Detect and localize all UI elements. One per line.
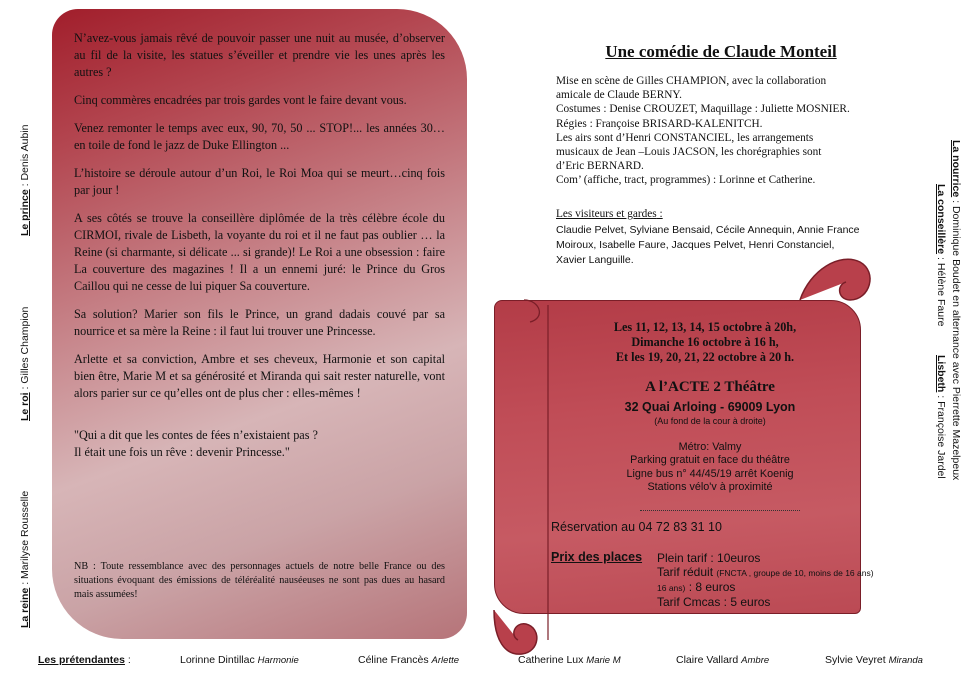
actor-name: Sylvie Veyret xyxy=(825,654,886,666)
synopsis-paragraph: A ses côtés se trouve la conseillère diplômée de la très célèbre école du CIRMOI, rivale de Lisbeth, la voyante du roi et il ne faut pas oublier … la Reine (si charmante, si délicate ... si grande)! Le Roi a une obsession : faire La couverture des magazines ! Il a un ennemi juré: le Prince du Gros Caillou qui ne cesse de lui piquer Sa couverture. xyxy=(74,211,445,293)
actor-name: Lorinne Dintillac xyxy=(180,654,255,666)
scroll-curl-bottom xyxy=(494,610,537,654)
pretendantes-heading: Les prétendantes xyxy=(38,654,125,666)
pretendante-item xyxy=(518,654,621,666)
credit-line: amicale de Claude BERNY. xyxy=(556,89,682,102)
visitors-heading: Les visiteurs et gardes : xyxy=(556,208,663,220)
role-label: Le prince xyxy=(19,189,31,236)
pretendante-item xyxy=(825,654,923,666)
price-cmcas: Tarif Cmcas : 5 euros xyxy=(657,595,771,609)
cast-conseillere: La conseillère : Hélène Faure xyxy=(935,184,947,327)
credit-line: d’Eric BERNARD. xyxy=(556,160,644,173)
transport-line: Stations vélo'v à proximité xyxy=(647,480,773,493)
synopsis-paragraph: Cinq commères encadrées par trois gardes vont le faire devant vous. xyxy=(74,93,407,107)
actor-name: Hélène Faure xyxy=(935,262,947,327)
actor-name: Céline Francès xyxy=(358,654,429,666)
visitors-line: Claudie Pelvet, Sylviane Bensaid, Cécile Annequin, Annie France xyxy=(556,224,860,236)
scroll-curl-top xyxy=(800,259,870,300)
pretendante-item xyxy=(358,654,459,666)
visitors-line: Xavier Languille. xyxy=(556,254,634,266)
price-reduced-value-line: 16 ans) : 8 euros xyxy=(657,580,736,594)
credit-line: musicaux de Jean –Louis JACSON, les chorégraphies sont xyxy=(556,146,822,159)
actor-name: Françoise Jardel xyxy=(935,401,947,479)
transport-line: Parking gratuit en face du théâtre xyxy=(630,454,790,467)
date-line: Et les 19, 20, 21, 22 octobre à 20 h. xyxy=(615,350,795,364)
role-label: La reine xyxy=(19,587,31,628)
pretendante-item xyxy=(676,654,769,666)
disclaimer-note: NB : Toute ressemblance avec des personnages actuels de notre belle France ou des situations évoquant des émissions de téléréalité nauséeuses ne sont pas dues au hasard mais assumées! xyxy=(74,561,445,600)
cast-lisbeth: Lisbeth : Françoise Jardel xyxy=(935,355,947,479)
role-name: Ambre xyxy=(741,655,770,666)
actor-name: Catherine Lux xyxy=(518,654,584,666)
actor-name: Claire Vallard xyxy=(676,654,739,666)
synopsis-paragraph: Sa solution? Marier son fils le Prince, un grand dadais couvé par sa nourrice et sa mère la Reine : il faut lui trouver une Princesse. xyxy=(74,307,445,338)
venue-name: A l’ACTE 2 Théâtre xyxy=(645,379,775,395)
quote-line: "Qui a dit que les contes de fées n’existaient pas ? xyxy=(74,428,318,442)
divider xyxy=(640,510,800,511)
label-colon: : xyxy=(124,654,131,666)
transport-info xyxy=(560,441,860,494)
date-line: Les 11, 12, 13, 14, 15 octobre à 20h, xyxy=(613,320,797,334)
performance-dates xyxy=(590,320,820,365)
credit-line: Les airs sont d’Henri CONSTANCIEL, les arrangements xyxy=(556,131,814,144)
price-reduced-note: (FNCTA , groupe de 10, moins de 16 ans) xyxy=(716,568,874,578)
pretendantes-label xyxy=(38,654,131,666)
actor-name: Marilyse Rousselle xyxy=(19,490,31,579)
pretendante-item xyxy=(180,654,299,666)
cast-nourrice: La nourrice : Dominique Boudet en alternance avec Pierrette Mazelpeux xyxy=(950,140,962,481)
reservation-phone: Réservation au 04 72 83 31 10 xyxy=(551,520,722,534)
credit-line: Com’ (affiche, tract, programmes) : Lorinne et Catherine. xyxy=(556,174,816,187)
role-label: La conseillère xyxy=(935,184,947,255)
prices-heading: Prix des places xyxy=(551,550,643,564)
quote-line: Il était une fois un rêve : devenir Princesse." xyxy=(74,445,290,459)
actor-name: Denis Aubin xyxy=(19,124,31,181)
role-name: Marie M xyxy=(586,655,621,666)
credit-line: Mise en scène de Gilles CHAMPION, avec la collaboration xyxy=(556,75,827,87)
price-reduced-value: : 8 euros xyxy=(688,580,736,594)
synopsis-paragraph: Venez remonter le temps avec eux, 90, 70, 50 ... STOP!... les années 30… en toile de fond le jazz de Duke Ellington ... xyxy=(74,121,445,152)
price-reduced-label: Tarif réduit xyxy=(657,565,714,579)
role-label: La nourrice xyxy=(950,140,962,198)
actor-name: Gilles Champion xyxy=(19,306,31,384)
visitors-heading-text: Les visiteurs et gardes xyxy=(556,208,657,220)
transport-line: Ligne bus n° 44/45/19 arrêt Koenig xyxy=(626,467,794,480)
role-name: Arlette xyxy=(431,655,460,666)
role-name: Miranda xyxy=(888,655,923,666)
transport-line: Métro: Valmy xyxy=(678,441,742,453)
page-title: Une comédie de Claude Monteil xyxy=(605,42,837,61)
role-name: Harmonie xyxy=(257,655,299,666)
role-label: Le roi xyxy=(19,392,31,421)
credit-line: Costumes : Denise CROUZET, Maquillage : Juliette MOSNIER. xyxy=(556,103,850,116)
cast-reine: La reine : Marilyse Rousselle xyxy=(19,490,31,628)
cast-roi: Le roi : Gilles Champion xyxy=(19,306,31,421)
synopsis-paragraph: N’avez-vous jamais rêvé de pouvoir passer une nuit au musée, d’observer au fil de la visite, les statues s’éveiller et prendre vie les unes après les autres ? xyxy=(74,31,445,79)
synopsis-paragraph: Arlette et sa conviction, Ambre et ses cheveux, Harmonie et son capital bien être, Marie M et sa générosité et Miranda qui sait rester naturelle, vont alors parier sur ce qu’elles ont de plus cher : elles-mêmes ! xyxy=(74,352,445,400)
date-line: Dimanche 16 octobre à 16 h, xyxy=(631,335,779,349)
role-label: Lisbeth xyxy=(935,355,947,393)
actor-name: Dominique Boudet en alternance avec Pierrette Mazelpeux xyxy=(950,205,962,481)
address-note: (Au fond de la cour à droite) xyxy=(654,416,766,426)
cast-prince: Le prince : Denis Aubin xyxy=(19,124,31,236)
venue-address: 32 Quai Arloing - 69009 Lyon xyxy=(624,400,796,414)
price-full: Plein tarif : 10euros xyxy=(657,551,761,565)
credit-line: Régies : Françoise BRISARD-KALENITCH. xyxy=(556,117,763,130)
visitors-line: Moiroux, Isabelle Faure, Jacques Pelvet, Henri Constanciel, xyxy=(556,239,835,251)
price-reduced xyxy=(657,565,874,579)
synopsis-paragraph: L’histoire se déroule autour d’un Roi, le Roi Moa qui se meurt…cinq fois par jour ! xyxy=(74,166,445,197)
